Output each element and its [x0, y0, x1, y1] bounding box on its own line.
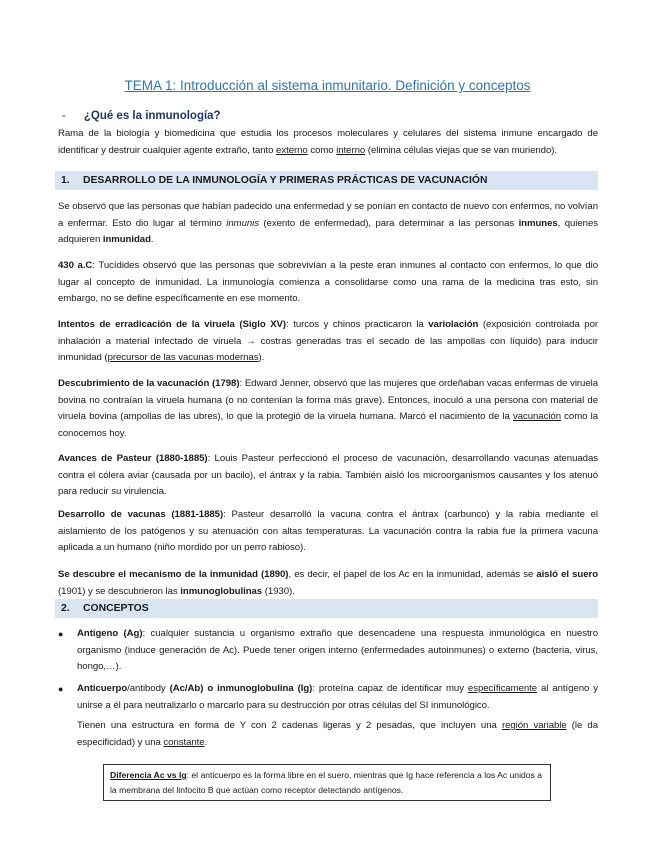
date-label: 430 a.C — [58, 260, 93, 271]
event-label: Descubrimiento de la vacunación — [58, 378, 210, 389]
text: (le da especificidad) y una — [77, 720, 598, 748]
section-label: DESARROLLO DE LA INMUNOLOGÍA Y PRIMERAS PRÁCTICAS DE VACUNACIÓN — [83, 175, 488, 186]
text: al antígeno y unirse a él para neutralizarlo o marcarlo para su destrucción por otras células del SI inmunológico. — [77, 683, 598, 711]
text: (1930). — [262, 585, 295, 597]
term-region-variable: región variable — [501, 720, 567, 731]
intro-text: (elimina células viejas que se van muriendo). — [365, 144, 557, 156]
event-label: Intentos de erradicación de la viruela (Siglo XV) — [58, 319, 287, 330]
list-item-anticuerpo — [77, 681, 598, 714]
text: Se observó que las personas que habían padecido una enfermedad y se ponían en contacto de nuevo con enfermos, no volvían a enfermar. Esto dio lugar al término — [58, 201, 598, 229]
text: . — [150, 234, 154, 245]
term-inmunes: inmunes — [518, 217, 558, 229]
term-inmunoglobulina: (Ac/Ab) o inmunoglobulina (Ig) — [169, 683, 313, 694]
section-number: 1. — [61, 175, 70, 186]
section-heading-1 — [55, 171, 598, 190]
text: : Louis Pasteur perfeccionó el proceso de vacunación, desarrollando vacunas atenuadas contra el cólera aviar (causada por un bacilo), el ántrax y la rabia. También aisló los microorganismos causantes y los atenuó para reducir su virulencia. — [58, 453, 598, 497]
event-label: Desarrollo de vacunas (1881-1885) — [58, 509, 224, 520]
section-heading-2 — [55, 599, 598, 618]
term-externo: externo — [276, 144, 308, 156]
subheading-label: ¿Qué es la inmunología? — [83, 110, 221, 122]
intro-text: como — [307, 144, 337, 156]
paragraph-inmunidad — [58, 199, 598, 249]
note-box — [103, 764, 551, 801]
intro-text: Rama de la biología y biomedicina que estudia los procesos moleculares y celulares del sistema inmune encargado de identificar y destruir cualquier agente extraño, tanto — [58, 128, 598, 156]
paragraph-vacunas — [58, 507, 598, 557]
text: , es decir, el papel de los Ac en la inmunidad, además se — [288, 569, 537, 580]
term-interno: interno — [336, 144, 366, 156]
term-inmunidad: inmunidad — [102, 234, 151, 245]
text: : Tucídides observó que las personas que sobrevivían a la peste eran inmunes al contacto con enfermos, lo que dio lugar al concepto de inmunidad. La inmunología comienza a consolidarse como una rama de la medicina tras esto, sin embargo, no se define específicamente en ese momento. — [58, 260, 598, 304]
term-suero: aisló el suero — [536, 569, 599, 580]
term-variolacion: variolación — [428, 319, 479, 330]
bullet-icon: ● — [58, 684, 64, 694]
text: . — [204, 736, 208, 748]
note-text: : el anticuerpo es la forma libre en el suero, mientras que Ig hace referencia a los Ac unidos a la membrana del linfocito B que actúan como receptor detectando antígenos. — [110, 770, 543, 795]
paragraph-pasteur — [58, 451, 598, 501]
paragraph-viruela — [58, 317, 598, 367]
subheading-dash: - — [62, 110, 66, 122]
list-item-antigeno — [77, 626, 598, 676]
text: : Edward Jenner, observó que las mujeres que ordeñaban vacas enfermas de viruela bovina no contraían la viruela humana (o no contenían la forma más grave). Entonces, inoculó a una persona con material de viruela bovina (ampollas de las ubres), lo que la protegió de la viruela humana. Marcó el nacimiento de la — [58, 378, 598, 422]
paragraph-estructura — [77, 718, 598, 751]
term-precursor: precursor de las vacunas modernas — [107, 352, 259, 363]
text: : Pasteur desarrolló la vacuna contra el ántrax (carbunco) y la rabia mediante el aislamiento de los patógenos y su atenuación con altas temperaturas. La vacunación contra la rabia fue la primera vacuna aplicada a un humano (niño mordido por un perro rabioso). — [58, 509, 598, 553]
bullet-icon: ● — [58, 629, 64, 639]
term-anticuerpo: Anticuerpo — [77, 683, 128, 694]
term-vacunacion: vacunación — [512, 411, 561, 422]
intro-paragraph — [58, 126, 598, 159]
text: : cualquier sustancia u organismo extraño que desencadene una respuesta inmunológica en nuestro organismo (induce generación de Ac). Puede tener origen interno (enfermedades autoinmunes) o externo (bacteria, virus, hongo,…). — [77, 628, 598, 672]
term-antigeno: Antígeno (Ag) — [77, 628, 143, 639]
paragraph-tucidides — [58, 258, 598, 308]
term-inmunis: inmunis — [226, 217, 259, 229]
section-label: CONCEPTOS — [83, 603, 149, 614]
event-year: (1798) — [209, 378, 240, 389]
paragraph-jenner — [58, 376, 598, 442]
text: : turcos y chinos practicaron la — [286, 319, 429, 330]
event-label: Avances de Pasteur (1880-1885) — [58, 453, 208, 464]
event-label: Se descubre el mecanismo de la inmunidad (1890) — [58, 569, 289, 580]
page-title: TEMA 1: Introducción al sistema inmunitario. Definición y conceptos — [124, 78, 531, 93]
text: : proteína capaz de identificar muy — [312, 683, 468, 694]
note-title: Diferencia Ac vs Ig — [110, 770, 187, 780]
text: (exposición controlada por inhalación a material infectado de viruela → costras generadas tras el secado de las ampollas con líquido) para inducir inmunidad ( — [58, 319, 598, 363]
text: (exento de enfermedad), para determinar a las personas — [258, 217, 519, 229]
text: ). — [258, 352, 265, 363]
text: /antibody — [127, 683, 170, 694]
subheading — [62, 110, 221, 122]
paragraph-mecanismo — [58, 567, 598, 600]
term-especificamente: específicamente — [467, 683, 538, 694]
text: como la conocemos hoy. — [58, 411, 598, 439]
term-inmunoglobulinas: inmunoglobulinas — [180, 585, 263, 597]
text: , quienes adquieren — [58, 217, 598, 245]
text: (1901) y se descubrieron las — [58, 585, 181, 597]
text: Tienen una estructura en forma de Y con 2 cadenas ligeras y 2 pesadas, que incluyen una — [77, 720, 502, 731]
term-constante: constante — [163, 736, 205, 748]
section-number: 2. — [61, 603, 70, 614]
